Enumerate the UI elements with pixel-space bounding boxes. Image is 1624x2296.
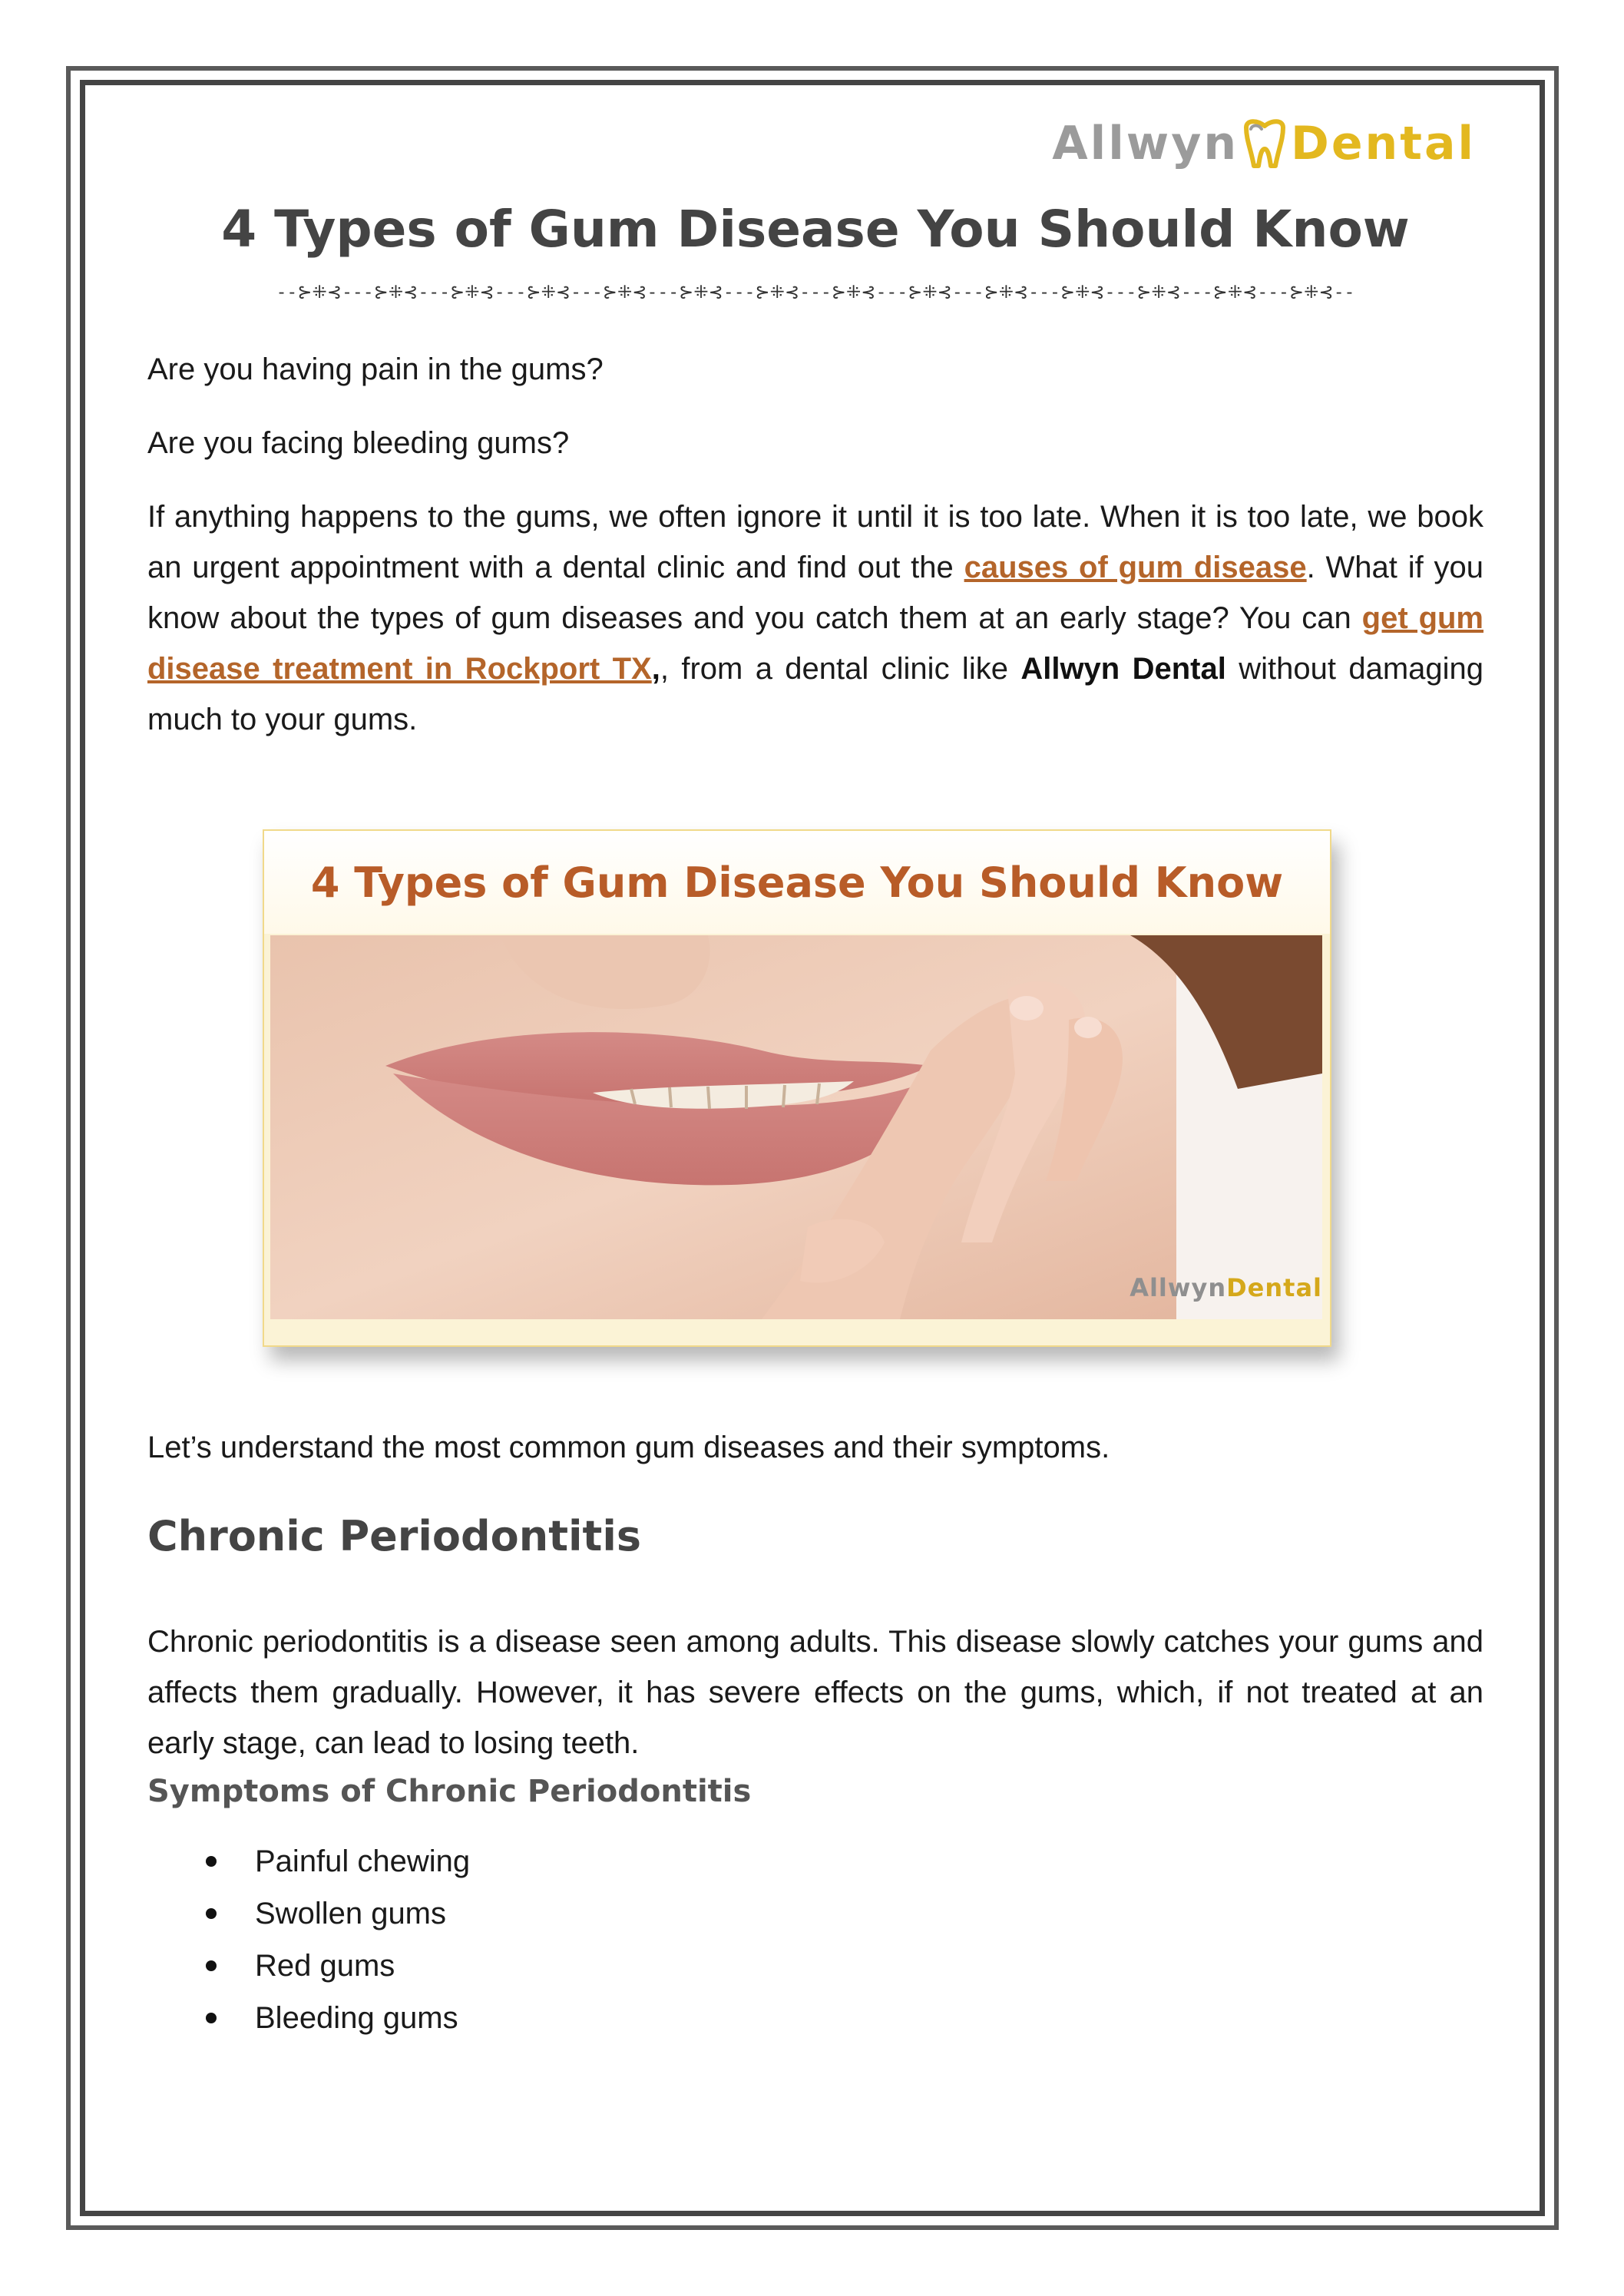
ornamental-divider: --⊱⁜⊰---⊱⁜⊰---⊱⁜⊰---⊱⁜⊰---⊱⁜⊰---⊱⁜⊰---⊱⁜⊰---⊱⁜⊰---⊱⁜⊰---⊱⁜⊰---⊱⁜⊰---⊱⁜⊰---⊱⁜⊰---⊱⁜⊰-- bbox=[276, 283, 1355, 303]
bullet-icon bbox=[206, 1960, 217, 1971]
article-banner-image bbox=[263, 829, 1331, 1347]
symptom-label: Red gums bbox=[255, 1949, 395, 1983]
intro-text-4: without damaging much to your gums. bbox=[147, 652, 1484, 736]
bullet-icon bbox=[206, 1856, 217, 1867]
toothache-photo bbox=[270, 935, 1322, 1319]
link-gum-disease-treatment-rockport[interactable]: get gum disease treatment in Rockport TX bbox=[147, 601, 1484, 686]
list-item bbox=[147, 1887, 470, 1940]
intro-comma: , bbox=[651, 652, 660, 686]
intro-text-3: , from a dental clinic like bbox=[660, 652, 1021, 686]
question-pain: Are you having pain in the gums? bbox=[147, 352, 604, 386]
symptom-label: Swollen gums bbox=[255, 1897, 447, 1930]
list-item bbox=[147, 1992, 470, 2044]
symptoms-list bbox=[147, 1835, 470, 2044]
list-item bbox=[147, 1835, 470, 1887]
logo-word-allwyn: Allwyn bbox=[1052, 117, 1239, 170]
banner-logo-allwyn: Allwyn bbox=[1130, 1273, 1227, 1302]
lead-sentence: Let’s understand the most common gum diseases and their symptoms. bbox=[147, 1431, 1110, 1464]
symptom-label: Painful chewing bbox=[255, 1844, 471, 1878]
question-bleeding: Are you facing bleeding gums? bbox=[147, 426, 570, 460]
symptom-label: Bleeding gums bbox=[255, 2001, 458, 2035]
bullet-icon bbox=[206, 2013, 217, 2023]
banner-logo-dental: Dental bbox=[1226, 1273, 1322, 1302]
logo-word-dental: Dental bbox=[1291, 117, 1476, 170]
tooth-icon bbox=[1240, 118, 1289, 169]
intro-text-2: . What if you know about the types of gum diseases and you catch them at an early stage? You can bbox=[147, 551, 1483, 635]
intro-text-1: If anything happens to the gums, we often ignore it until it is too late. When it is too late, we book an urgent appointment with a dental clinic and find out the bbox=[147, 500, 1483, 584]
brand-name: Allwyn Dental bbox=[1020, 652, 1226, 686]
link-causes-of-gum-disease[interactable]: causes of gum disease bbox=[964, 551, 1307, 584]
list-item bbox=[147, 1940, 470, 1992]
symptoms-heading: Symptoms of Chronic Periodontitis bbox=[147, 1774, 752, 1809]
banner-watermark-logo bbox=[1130, 1273, 1322, 1302]
intro-paragraph bbox=[147, 491, 1483, 745]
section-body: Chronic periodontitis is a disease seen among adults. This disease slowly catches your gums and affects them gradually. However, it has severe effects on the gums, which, if not treated at an early stage, can lead to losing teeth. bbox=[147, 1625, 1483, 1760]
banner-title: 4 Types of Gum Disease You Should Know bbox=[264, 831, 1330, 934]
page-title: 4 Types of Gum Disease You Should Know bbox=[221, 200, 1410, 259]
bullet-icon bbox=[206, 1908, 217, 1919]
section-heading: Chronic Periodontitis bbox=[147, 1512, 641, 1560]
allwyn-dental-logo bbox=[1052, 117, 1476, 170]
